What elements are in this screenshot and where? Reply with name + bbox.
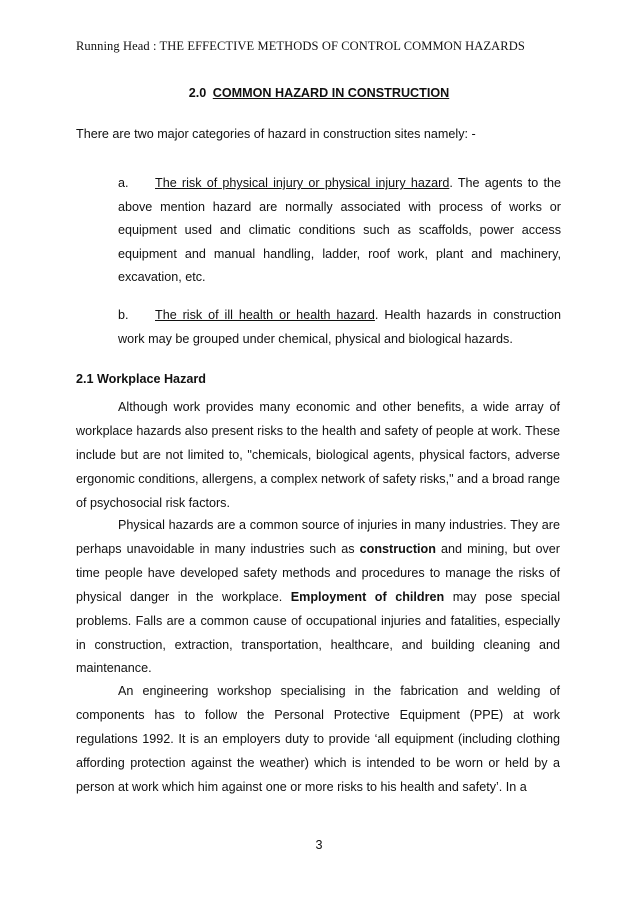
- bold-term-employment-of-children: Employment of children: [290, 589, 445, 604]
- section-number: 2.0: [188, 86, 207, 100]
- paragraph-text: and mining, but over time people have developed safety methods and procedures to manage the risks of physical danger in the workplace.: [76, 541, 560, 604]
- list-item-title: The risk of physical injury or physical injury hazard: [155, 176, 450, 190]
- paragraph-physical-hazards: [76, 514, 560, 681]
- subsection-heading: 2.1 Workplace Hazard: [76, 372, 206, 386]
- section-title: [0, 86, 638, 100]
- list-item: [118, 172, 561, 290]
- bold-term-construction: construction: [359, 541, 436, 556]
- paragraph-text: may pose special problems. Falls are a common cause of occupational injuries and fatalities, especially in construction, extraction, transportation, healthcare, and building cleaning and maintenance.: [76, 589, 560, 676]
- list-marker: a.: [118, 176, 129, 190]
- list-marker: b.: [118, 308, 129, 322]
- page-number: 3: [315, 838, 323, 852]
- section-title-text: COMMON HAZARD IN CONSTRUCTION: [212, 86, 450, 100]
- list-item-title: The risk of ill health or health hazard: [155, 308, 375, 322]
- paragraph-workplace-hazard: Although work provides many economic and other benefits, a wide array of workplace hazards also present risks to the health and safety of people at work. These include but are not limited to, "chemicals, biological agents, physical factors, adverse ergonomic conditions, allergens, a complex network of safety risks," and a broad range of psychosocial risk factors.: [76, 400, 560, 510]
- list-item-text: . Health hazards in construction work may be grouped under chemical, physical and biological hazards.: [118, 308, 561, 346]
- paragraph-text: Physical hazards are a common source of injuries in many industries. They are perhaps unavoidable in many industries such as: [76, 518, 560, 556]
- intro-paragraph: There are two major categories of hazard in construction sites namely: -: [76, 127, 476, 141]
- list-item: [118, 304, 561, 351]
- paragraph-engineering-workshop: An engineering workshop specialising in the fabrication and welding of components has to follow the Personal Protective Equipment (PPE) at work regulations 1992. It is an employers duty to provide ‘all equipment (including clothing affording protection against the weather) which is intended to be worn or held by a person at work which him against one or more risks to his health and safety’. In a: [76, 684, 560, 794]
- list-item-text: . The agents to the above mention hazard are normally associated with process of works or equipment used and climatic conditions such as scaffolds, power access equipment and manual handling, ladder, roof work, plant and machinery, excavation, etc.: [118, 176, 561, 284]
- running-head: Running Head : THE EFFECTIVE METHODS OF CONTROL COMMON HAZARDS: [76, 39, 525, 53]
